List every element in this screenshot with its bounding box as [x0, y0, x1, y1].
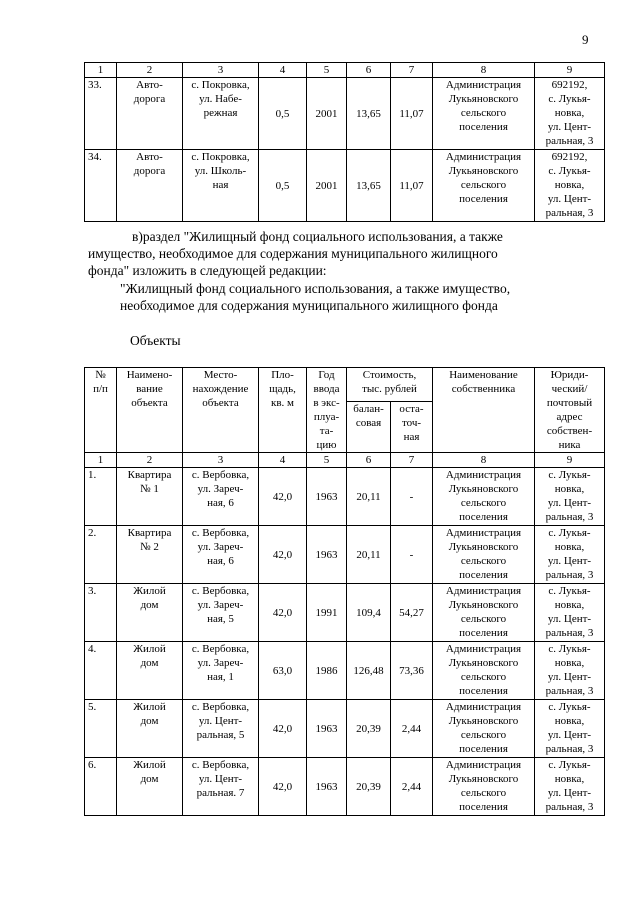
cell-line: с. Вербовка,: [191, 759, 250, 771]
quoted-section-title: [120, 280, 600, 314]
cell-line: с. Покровка,: [191, 79, 250, 91]
cell-line: Администрация: [445, 527, 522, 539]
owner-address: [535, 78, 605, 150]
column-number-row: [85, 453, 605, 468]
cell-line: собствен-: [546, 425, 593, 437]
cell-line: Лукьяновского: [448, 165, 519, 177]
object-year: 1963: [307, 468, 347, 526]
cell-line: та-: [319, 425, 334, 437]
object-name: [117, 78, 183, 150]
column-number: 8: [433, 453, 535, 468]
cell-line: ная: [212, 179, 229, 191]
cell-line: тыс. рублей: [362, 383, 417, 395]
object-year: 2001: [307, 150, 347, 222]
cell-line: ул. Зареч-: [197, 483, 244, 495]
cell-line: оста-: [399, 403, 424, 416]
cell-line: Администрация: [445, 151, 522, 163]
object-year: 1963: [307, 700, 347, 758]
cell-line: почтовый: [546, 397, 593, 409]
cell-line: ральная, 3: [545, 743, 594, 755]
cell-line: новка,: [554, 599, 585, 611]
cell-line: Администрация: [445, 469, 522, 481]
cell-line: дорога: [133, 93, 166, 105]
column-number: 4: [259, 453, 307, 468]
cell-line: нахождение: [192, 383, 249, 395]
object-year: 2001: [307, 78, 347, 150]
cell-line: ная, 5: [207, 613, 234, 625]
text-line: необходимое для содержания муниципального жилищного фонда: [120, 298, 498, 313]
column-number: 7: [391, 63, 433, 78]
table-row: [85, 642, 605, 700]
column-number: 5: [307, 453, 347, 468]
cell-line: ввода: [313, 383, 340, 395]
cell-line: дорога: [133, 165, 166, 177]
table-row: [85, 468, 605, 526]
object-balance-cost: 20,39: [347, 700, 391, 758]
cell-line: Квартира: [127, 527, 172, 539]
cell-line: № 1: [140, 483, 159, 495]
cell-line: цию: [316, 439, 337, 451]
object-name: [117, 642, 183, 700]
section-amendment-text: [88, 228, 600, 279]
cell-line: Администрация: [445, 585, 522, 597]
cell-line: ральная. 7: [196, 787, 245, 799]
cell-line: Лукьяновского: [448, 715, 519, 727]
object-residual-cost: 11,07: [391, 150, 433, 222]
object-location: [183, 78, 259, 150]
cell-line: Жилой: [133, 701, 166, 713]
cell-line: поселения: [459, 743, 508, 755]
cell-line: с. Лукья-: [548, 759, 591, 771]
text-line: имущество, необходимое для содержания муниципального жилищного: [88, 246, 498, 261]
object-balance-cost: 20,11: [347, 468, 391, 526]
cell-line: дом: [140, 773, 159, 785]
cell-line: ул. Зареч-: [197, 657, 244, 669]
cell-line: с. Покровка,: [191, 151, 250, 163]
cell-line: ральная, 3: [545, 511, 594, 523]
cell-line: ника: [558, 439, 581, 451]
cell-line: новка,: [554, 657, 585, 669]
cell-line: ная, 6: [207, 555, 234, 567]
object-year: 1963: [307, 526, 347, 584]
owner-name: [433, 526, 535, 584]
object-area: 42,0: [259, 468, 307, 526]
object-balance-cost: 20,11: [347, 526, 391, 584]
cell-line: собственника: [451, 383, 516, 395]
cell-line: вание: [136, 383, 163, 395]
table-row: [85, 150, 605, 222]
cell-line: щадь,: [269, 383, 296, 395]
object-area: 0,5: [259, 150, 307, 222]
cell-line: дом: [140, 715, 159, 727]
cell-line: Лукьяновского: [448, 483, 519, 495]
cell-line: в экс-: [313, 397, 340, 409]
column-number-row: [85, 63, 605, 78]
cell-line: ральная, 5: [196, 729, 245, 741]
cell-line: адрес: [556, 411, 583, 423]
cell-line: Лукьяновского: [448, 657, 519, 669]
object-balance-cost: 13,65: [347, 78, 391, 150]
cell-line: п/п: [93, 383, 108, 395]
cell-line: Наимено-: [126, 369, 173, 381]
owner-address: [535, 150, 605, 222]
cell-line: Юриди-: [550, 369, 589, 381]
table-row: [85, 78, 605, 150]
owner-address: [535, 758, 605, 816]
header-owner: [433, 368, 535, 453]
cell-line: поселения: [459, 569, 508, 581]
object-location: [183, 642, 259, 700]
cell-line: с. Лукья-: [548, 469, 591, 481]
column-number: 4: [259, 63, 307, 78]
cell-line: ральная, 3: [545, 685, 594, 697]
cell-line: Квартира: [127, 469, 172, 481]
cell-line: Администрация: [445, 79, 522, 91]
cell-line: Жилой: [133, 643, 166, 655]
object-name: [117, 584, 183, 642]
cell-line: ул. Цент-: [547, 497, 592, 509]
cell-line: с. Лукья-: [548, 165, 591, 177]
cell-line: Место-: [203, 369, 238, 381]
row-number: 3.: [85, 584, 117, 642]
cell-line: ул. Цент-: [198, 773, 243, 785]
column-number: 3: [183, 453, 259, 468]
object-year: 1963: [307, 758, 347, 816]
cell-line: сельского: [460, 107, 507, 119]
housing-objects-table: [84, 367, 605, 816]
cell-line: 692192,: [551, 79, 588, 91]
cell-line: с. Лукья-: [548, 585, 591, 597]
text-line: фонда" изложить в следующей редакции:: [88, 263, 327, 278]
object-area: 42,0: [259, 584, 307, 642]
objects-heading: Объекты: [130, 333, 181, 348]
cell-line: с. Лукья-: [548, 701, 591, 713]
owner-address: [535, 642, 605, 700]
owner-name: [433, 642, 535, 700]
cell-line: поселения: [459, 511, 508, 523]
owner-name: [433, 78, 535, 150]
cell-line: Лукьяновского: [448, 599, 519, 611]
header-residual: [391, 402, 433, 453]
object-residual-cost: 2,44: [391, 700, 433, 758]
cell-line: с. Лукья-: [548, 93, 591, 105]
object-name: [117, 758, 183, 816]
cell-line: Администрация: [445, 643, 522, 655]
cell-line: объекта: [131, 397, 168, 409]
cell-line: с. Вербовка,: [191, 469, 250, 481]
cell-line: поселения: [459, 193, 508, 205]
table-row: [85, 526, 605, 584]
cell-line: ная, 1: [207, 671, 234, 683]
cell-line: Администрация: [445, 701, 522, 713]
cell-line: ральная, 3: [545, 627, 594, 639]
column-number: 8: [433, 63, 535, 78]
cell-line: кв. м: [271, 397, 294, 409]
column-number: 2: [117, 453, 183, 468]
cell-line: Администрация: [445, 759, 522, 771]
page-number: 9: [582, 32, 589, 47]
cell-line: ул. Цент-: [547, 555, 592, 567]
cell-line: сельского: [460, 787, 507, 799]
header-area: [259, 368, 307, 453]
cell-line: Авто-: [136, 151, 163, 163]
object-location: [183, 758, 259, 816]
header-year: [307, 368, 347, 453]
row-number: 4.: [85, 642, 117, 700]
owner-name: [433, 700, 535, 758]
cell-line: ная, 6: [207, 497, 234, 509]
object-residual-cost: -: [391, 526, 433, 584]
object-area: 42,0: [259, 700, 307, 758]
object-name: [117, 468, 183, 526]
cell-line: 692192,: [551, 151, 588, 163]
object-area: 42,0: [259, 526, 307, 584]
cell-line: ул. Школь-: [194, 165, 247, 177]
object-residual-cost: 11,07: [391, 78, 433, 150]
column-number: 6: [347, 63, 391, 78]
object-area: 0,5: [259, 78, 307, 150]
cell-line: Авто-: [136, 79, 163, 91]
header-num: [85, 368, 117, 453]
object-location: [183, 700, 259, 758]
object-residual-cost: 54,27: [391, 584, 433, 642]
row-number: 5.: [85, 700, 117, 758]
table-row: [85, 758, 605, 816]
object-balance-cost: 109,4: [347, 584, 391, 642]
object-residual-cost: 73,36: [391, 642, 433, 700]
object-area: 42,0: [259, 758, 307, 816]
owner-address: [535, 584, 605, 642]
cell-line: сельского: [460, 179, 507, 191]
owner-name: [433, 758, 535, 816]
cell-line: Лукьяновского: [448, 773, 519, 785]
column-number: 1: [85, 453, 117, 468]
cell-line: Лукьяновского: [448, 93, 519, 105]
column-number: 9: [535, 63, 605, 78]
cell-line: точ-: [401, 417, 422, 430]
row-number: 34.: [85, 150, 117, 222]
header-cost: [347, 368, 433, 402]
cell-line: ул. Цент-: [547, 729, 592, 741]
cell-line: ул. Цент-: [547, 121, 592, 133]
row-number: 33.: [85, 78, 117, 150]
object-name: [117, 150, 183, 222]
object-year: 1991: [307, 584, 347, 642]
column-number: 2: [117, 63, 183, 78]
text-line: "Жилищный фонд социального использования, а также имущество,: [120, 281, 511, 296]
cell-line: Жилой: [133, 759, 166, 771]
cell-line: ул. Цент-: [547, 613, 592, 625]
cell-line: Пло-: [271, 369, 294, 381]
cell-line: ул. Зареч-: [197, 599, 244, 611]
cell-line: ральная, 3: [545, 569, 594, 581]
cell-line: сельского: [460, 555, 507, 567]
owner-name: [433, 584, 535, 642]
cell-line: с. Вербовка,: [191, 643, 250, 655]
owner-address: [535, 526, 605, 584]
object-location: [183, 584, 259, 642]
cell-line: с. Лукья-: [548, 527, 591, 539]
object-residual-cost: -: [391, 468, 433, 526]
object-balance-cost: 13,65: [347, 150, 391, 222]
table-row: [85, 700, 605, 758]
column-number: 1: [85, 63, 117, 78]
column-number: 5: [307, 63, 347, 78]
cell-line: ул. Цент-: [547, 671, 592, 683]
object-area: 63,0: [259, 642, 307, 700]
cell-line: ческий/: [551, 383, 588, 395]
cell-line: поселения: [459, 801, 508, 813]
cell-line: Наименование: [449, 369, 518, 381]
row-number: 6.: [85, 758, 117, 816]
cell-line: новка,: [554, 179, 585, 191]
cell-line: ральная, 3: [545, 207, 594, 219]
cell-line: объекта: [202, 397, 239, 409]
cell-line: дом: [140, 657, 159, 669]
cell-line: поселения: [459, 121, 508, 133]
cell-line: ная: [403, 431, 420, 444]
header-row: [85, 368, 605, 402]
row-number: 1.: [85, 468, 117, 526]
cell-line: поселения: [459, 627, 508, 639]
object-balance-cost: 20,39: [347, 758, 391, 816]
cell-line: с. Вербовка,: [191, 701, 250, 713]
table-row: [85, 584, 605, 642]
object-name: [117, 526, 183, 584]
cell-line: новка,: [554, 483, 585, 495]
object-location: [183, 526, 259, 584]
row-number: 2.: [85, 526, 117, 584]
header-name: [117, 368, 183, 453]
cell-line: ул. Цент-: [547, 193, 592, 205]
cell-line: сельского: [460, 671, 507, 683]
cell-line: ул. Набе-: [199, 93, 242, 105]
cell-line: совая: [355, 417, 382, 430]
text-line: в)раздел "Жилищный фонд социального использования, а также: [132, 229, 503, 244]
cell-line: дом: [140, 599, 159, 611]
cell-line: сельского: [460, 497, 507, 509]
cell-line: ул. Цент-: [198, 715, 243, 727]
cell-line: ул. Зареч-: [197, 541, 244, 553]
owner-address: [535, 468, 605, 526]
cell-line: с. Лукья-: [548, 643, 591, 655]
object-location: [183, 150, 259, 222]
owner-name: [433, 150, 535, 222]
cell-line: балан-: [353, 403, 384, 416]
cell-line: сельского: [460, 613, 507, 625]
cell-line: ральная, 3: [545, 135, 594, 147]
column-number: 9: [535, 453, 605, 468]
cell-line: поселения: [459, 685, 508, 697]
cell-line: Жилой: [133, 585, 166, 597]
cell-line: сельского: [460, 729, 507, 741]
cell-line: Стоимость,: [362, 369, 417, 381]
cell-line: ральная, 3: [545, 801, 594, 813]
column-number: 6: [347, 453, 391, 468]
owner-address: [535, 700, 605, 758]
cell-line: с. Вербовка,: [191, 585, 250, 597]
column-number: 3: [183, 63, 259, 78]
cell-line: № 2: [140, 541, 159, 553]
cell-line: №: [95, 369, 106, 381]
header-location: [183, 368, 259, 453]
column-number: 7: [391, 453, 433, 468]
cell-line: с. Вербовка,: [191, 527, 250, 539]
cell-line: Год: [318, 369, 335, 381]
cell-line: режная: [203, 107, 238, 119]
object-balance-cost: 126,48: [347, 642, 391, 700]
header-balance: [347, 402, 391, 453]
cell-line: новка,: [554, 107, 585, 119]
object-residual-cost: 2,44: [391, 758, 433, 816]
cell-line: Лукьяновского: [448, 541, 519, 553]
cell-line: плуа-: [313, 411, 340, 423]
owner-name: [433, 468, 535, 526]
cell-line: новка,: [554, 773, 585, 785]
object-location: [183, 468, 259, 526]
cell-line: новка,: [554, 541, 585, 553]
roads-table: [84, 62, 605, 222]
header-address: [535, 368, 605, 453]
cell-line: ул. Цент-: [547, 787, 592, 799]
object-name: [117, 700, 183, 758]
object-year: 1986: [307, 642, 347, 700]
cell-line: новка,: [554, 715, 585, 727]
